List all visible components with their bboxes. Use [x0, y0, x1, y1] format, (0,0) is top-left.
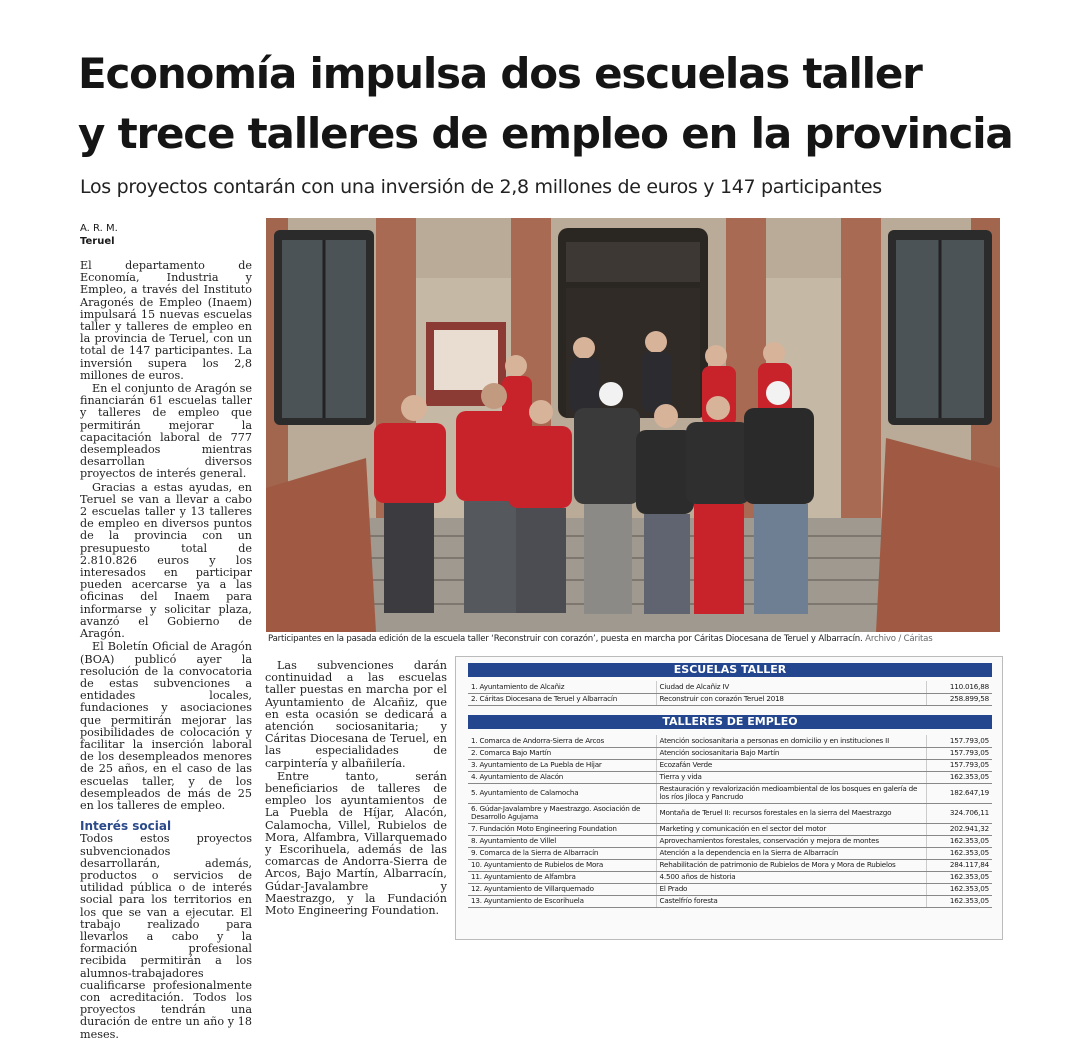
entity-cell: 1. Comarca de Andorra-Sierra de Arcos — [468, 735, 656, 747]
amount-cell: 162.353,05 — [926, 771, 992, 783]
table-row — [468, 823, 992, 835]
table-row — [468, 803, 992, 823]
article-paragraph: Gracias a estas ayudas, en Teruel se van a llevar a cabo 2 escuelas taller y 13 talleres de empleo en diversos puntos de la provincia con un presupuesto total de 2.810.826 euros y los interesados en participar pueden acercarse ya a las oficinas del Inaem para informarse y solicitar plaza, avanzó el Gobierno de Aragón. — [80, 480, 252, 641]
headline — [78, 44, 1058, 164]
entity-cell: 6. Gúdar-Javalambre y Maestrazgo. Asociación de Desarrollo Agujama — [468, 803, 656, 823]
amount-cell: 182.647,19 — [926, 783, 992, 803]
amount-cell: 284.117,84 — [926, 859, 992, 871]
project-cell: Aprovechamientos forestales, conservación y mejora de montes — [656, 835, 926, 847]
article-paragraph: El departamento de Economía, Industria y Empleo, a través del Instituto Aragonés de Empleo (Inaem) impulsará 15 nuevas escuelas taller y talleres de empleo en la provincia de Teruel, con un total de 147 participantes. La inversión supera los 2,8 millones de euros. — [80, 259, 252, 382]
amount-cell: 157.793,05 — [926, 759, 992, 771]
table-row — [468, 747, 992, 759]
amount-cell: 162.353,05 — [926, 895, 992, 907]
table-row — [468, 835, 992, 847]
table-row — [468, 783, 992, 803]
table-row — [468, 771, 992, 783]
entity-cell: 2. Comarca Bajo Martín — [468, 747, 656, 759]
group-photo-illustration — [266, 218, 1000, 632]
table-row — [468, 681, 992, 693]
entity-cell: 12. Ayuntamiento de Villarquemado — [468, 883, 656, 895]
grants-table — [455, 656, 1003, 940]
table-row — [468, 859, 992, 871]
talleres-empleo-title: TALLERES DE EMPLEO — [468, 715, 992, 729]
amount-cell: 258.899,58 — [926, 693, 992, 705]
article-paragraph: El Boletín Oficial de Aragón (BOA) publicó ayer la resolución de la convocatoria de estas subvenciones a entidades locales, fundaciones y asociaciones que permitirán mejorar las posibilidades de colocación y facilitar la inserción laboral de los desempleados menores de 25 años, en el caso de las escuelas taller, y de los desempleados de más de 25 en los talleres de empleo. — [80, 640, 252, 812]
photo-caption — [268, 634, 1008, 644]
caption-text: Participantes en la pasada edición de la escuela taller ‘Reconstruir con corazón’, puesta en marcha por Cáritas Diocesana de Teruel y Albarracín. — [268, 634, 863, 644]
article-column-2 — [265, 660, 447, 918]
article-paragraph: Entre tanto, serán beneficiarios de talleres de empleo los ayuntamientos de La Puebla de Híjar, Alacón, Calamocha, Villel, Rubielos de Mora, Alfambra, Villarquemado y Escorihuela, además de las comarcas de Andorra-Sierra de Arcos, Bajo Martín, Albarracín, Gúdar-Javalambre y Maestrazgo, y la Fundación Moto Engineering Foundation. — [265, 769, 447, 918]
escuelas-taller-title: ESCUELAS TALLER — [468, 663, 992, 677]
byline-city: Teruel — [80, 236, 115, 247]
byline-author: A. R. M. — [80, 223, 118, 234]
amount-cell: 324.706,11 — [926, 803, 992, 823]
amount-cell: 157.793,05 — [926, 747, 992, 759]
amount-cell: 202.941,32 — [926, 823, 992, 835]
article-paragraph: Todos estos proyectos subvencionados desarrollarán, además, productos o servicios de utilidad pública o de interés social para los territorios en los que se van a ejecutar. El trabajo realizado para llevarlos a cabo y la formación profesional recibida permitirán a los alumnos-trabajadores cualificarse profesionalmente con acreditación. Todos los proyectos tendrán una duración de entre un año y 18 meses. — [80, 832, 252, 1041]
table-row — [468, 759, 992, 771]
project-cell: 4.500 años de historia — [656, 871, 926, 883]
byline — [80, 222, 118, 248]
entity-cell: 13. Ayuntamiento de Escorihuela — [468, 895, 656, 907]
amount-cell: 162.353,05 — [926, 871, 992, 883]
amount-cell: 162.353,05 — [926, 847, 992, 859]
table-row — [468, 895, 992, 907]
talleres-empleo-table — [468, 735, 992, 908]
project-cell: Atención a la dependencia en la Sierra de Albarracín — [656, 847, 926, 859]
project-cell: Ciudad de Alcañiz IV — [656, 681, 926, 693]
article-paragraph: Las subvenciones darán continuidad a las escuelas taller puestas en marcha por el Ayuntamiento de Alcañiz, que en esta ocasión se dedicará a atención sociosanitaria; y Cáritas Diocesana de Teruel, en las especialidades de carpintería y albañilería. — [265, 659, 447, 770]
project-cell: Atención sociosanitaria Bajo Martín — [656, 747, 926, 759]
amount-cell: 162.353,05 — [926, 883, 992, 895]
project-cell: Tierra y vida — [656, 771, 926, 783]
entity-cell: 4. Ayuntamiento de Alacón — [468, 771, 656, 783]
entity-cell: 9. Comarca de la Sierra de Albarracín — [468, 847, 656, 859]
project-cell: Ecozafán Verde — [656, 759, 926, 771]
article-paragraph: En el conjunto de Aragón se financiarán 61 escuelas taller y talleres de empleo que permitirán mejorar la capacitación laboral de 777 desempleados mientras desarrollan diversos proyectos de interés general. — [80, 382, 253, 481]
entity-cell: 8. Ayuntamiento de Villel — [468, 835, 656, 847]
headline-line-2: y trece talleres de empleo en la provincia — [78, 109, 1013, 158]
headline-line-1: Economía impulsa dos escuelas taller — [78, 49, 922, 98]
section-subtitle: Interés social — [80, 819, 172, 834]
project-cell: Restauración y revalorización medioambiental de los bosques en galería de los ríos Jiloca y Pancrudo — [656, 783, 926, 803]
article-photo — [266, 218, 1000, 632]
entity-cell: 1. Ayuntamiento de Alcañiz — [468, 681, 656, 693]
caption-credit: Archivo / Cáritas — [865, 634, 933, 644]
entity-cell: 7. Fundación Moto Engineering Foundation — [468, 823, 656, 835]
amount-cell: 162.353,05 — [926, 835, 992, 847]
table-row — [468, 883, 992, 895]
project-cell: Montaña de Teruel II: recursos forestales en la sierra del Maestrazgo — [656, 803, 926, 823]
project-cell: Marketing y comunicación en el sector del motor — [656, 823, 926, 835]
entity-cell: 11. Ayuntamiento de Alfambra — [468, 871, 656, 883]
amount-cell: 157.793,05 — [926, 735, 992, 747]
entity-cell: 2. Cáritas Diocesana de Teruel y Albarracín — [468, 693, 656, 705]
table-row — [468, 693, 992, 705]
project-cell: El Prado — [656, 883, 926, 895]
amount-cell: 110.016,88 — [926, 681, 992, 693]
project-cell: Reconstruir con corazón Teruel 2018 — [656, 693, 926, 705]
article-column-1 — [80, 260, 252, 1042]
escuelas-taller-table — [468, 681, 992, 706]
project-cell: Castelfrío foresta — [656, 895, 926, 907]
entity-cell: 10. Ayuntamiento de Rubielos de Mora — [468, 859, 656, 871]
table-row — [468, 871, 992, 883]
project-cell: Rehabilitación de patrimonio de Rubielos de Mora y Mora de Rubielos — [656, 859, 926, 871]
subheadline: Los proyectos contarán con una inversión de 2,8 millones de euros y 147 participantes — [80, 176, 882, 198]
project-cell: Atención sociosanitaria a personas en domicilio y en instituciones II — [656, 735, 926, 747]
entity-cell: 5. Ayuntamiento de Calamocha — [468, 783, 656, 803]
table-row — [468, 735, 992, 747]
entity-cell: 3. Ayuntamiento de La Puebla de Híjar — [468, 759, 656, 771]
table-row — [468, 847, 992, 859]
